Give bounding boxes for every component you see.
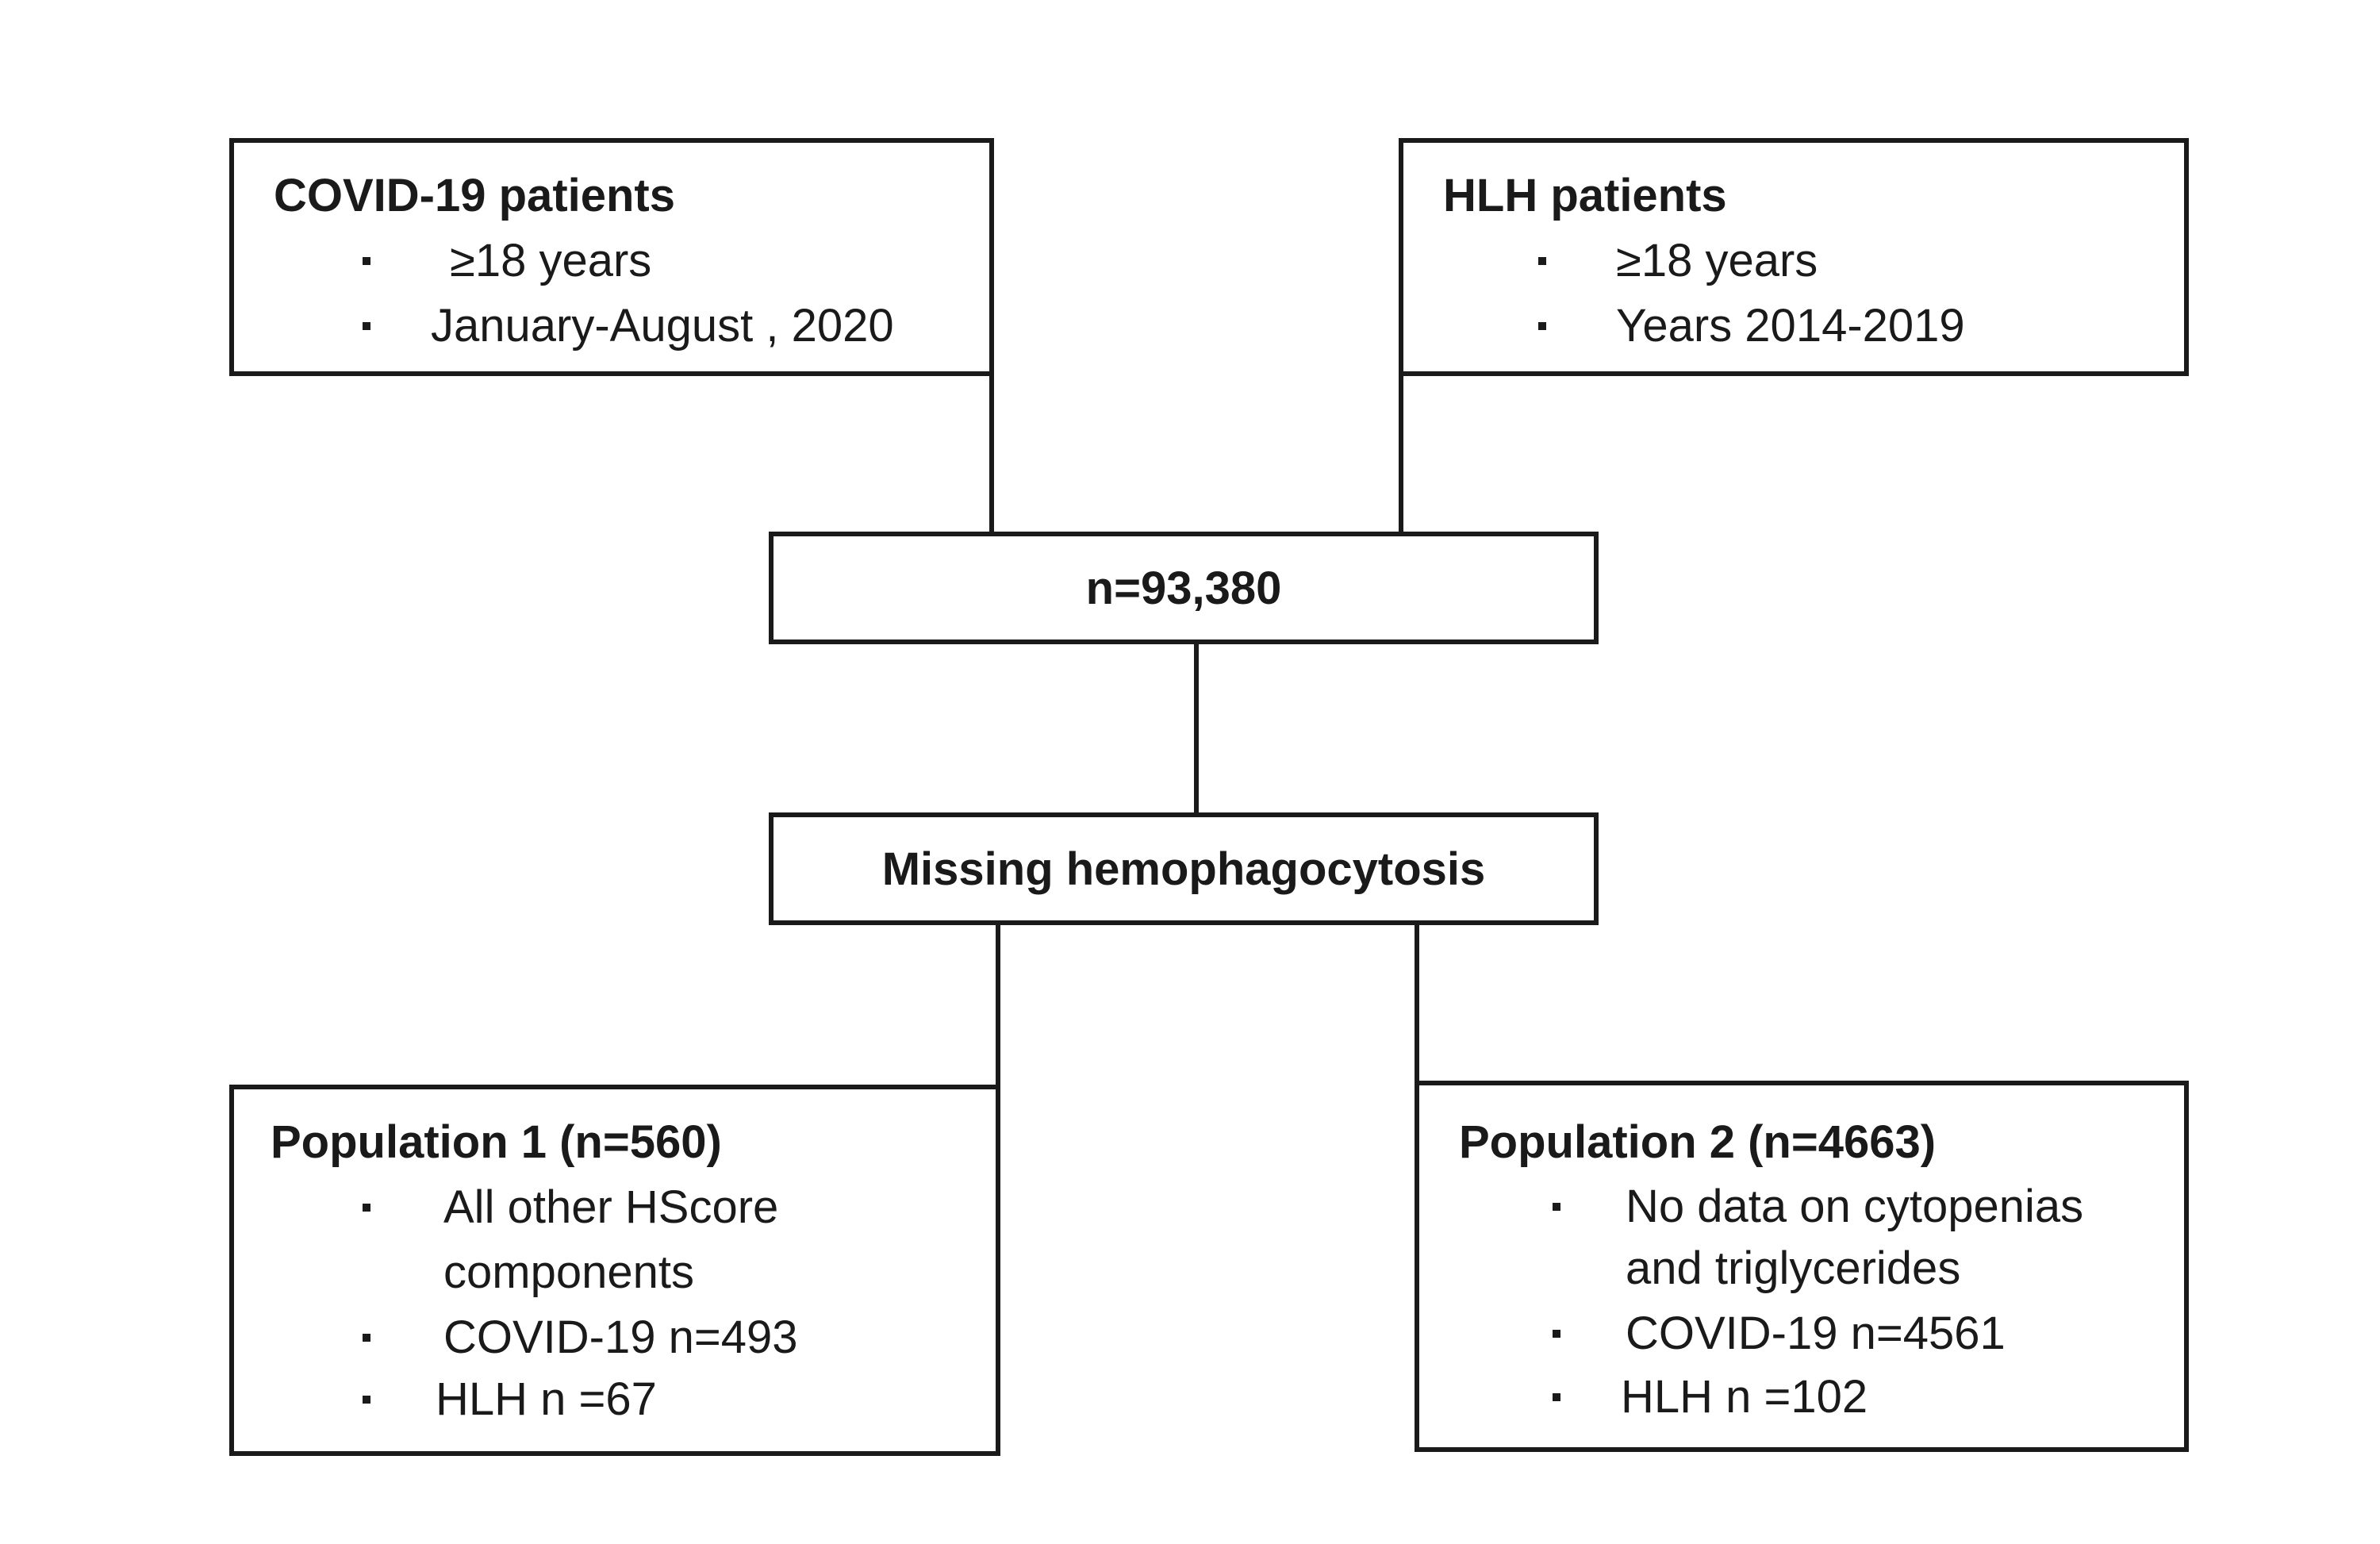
hlh-criterion-age bbox=[1403, 229, 2184, 294]
connector-missing-to-population2 bbox=[1415, 920, 1419, 1087]
population-2-title: Population 2 (n=4663) bbox=[1459, 1116, 1937, 1168]
missing-hemophagocytosis-label: Missing hemophagocytosis bbox=[881, 843, 1486, 895]
population-1-box bbox=[229, 1085, 1000, 1456]
hlh-patients-box bbox=[1399, 138, 2189, 376]
covid-patients-title: COVID-19 patients bbox=[274, 170, 675, 221]
bullet-marker bbox=[1538, 322, 1546, 330]
covid-criterion-period bbox=[234, 294, 989, 359]
population-2-criterion-continued bbox=[1419, 1236, 2184, 1301]
population-1-covid-count-text: COVID-19 n=493 bbox=[443, 1312, 798, 1363]
covid-criterion-age-text: ≥18 years bbox=[450, 235, 652, 286]
bullet-marker bbox=[363, 1204, 370, 1212]
population-2-criterion-line1: No data on cytopenias bbox=[1626, 1181, 2084, 1232]
population-2-covid-count bbox=[1419, 1301, 2184, 1366]
population-1-hlh-count-text: HLH n =67 bbox=[436, 1373, 657, 1425]
population-1-criterion-line2: components bbox=[443, 1246, 694, 1298]
population-2-box bbox=[1415, 1081, 2189, 1452]
missing-hemophagocytosis-box bbox=[769, 812, 1599, 925]
population-1-hlh-count bbox=[234, 1367, 996, 1432]
connector-covid-to-total bbox=[989, 373, 994, 536]
hlh-criterion-years-text: Years 2014-2019 bbox=[1616, 300, 1965, 351]
population-2-hlh-count bbox=[1419, 1365, 2184, 1430]
bullet-marker bbox=[363, 257, 370, 265]
bullet-marker bbox=[363, 1334, 370, 1342]
total-population-box bbox=[769, 532, 1599, 644]
bullet-marker bbox=[1538, 257, 1546, 265]
bullet-marker bbox=[1553, 1203, 1560, 1211]
population-1-covid-count bbox=[234, 1305, 996, 1370]
population-2-criterion-line2: and triglycerides bbox=[1626, 1242, 1961, 1294]
bullet-marker bbox=[363, 322, 370, 330]
population-1-criterion-continued bbox=[234, 1240, 996, 1305]
population-2-hlh-count-text: HLH n =102 bbox=[1621, 1371, 1868, 1423]
covid-criterion-period-text: January-August , 2020 bbox=[431, 300, 894, 351]
hlh-patients-title: HLH patients bbox=[1443, 170, 1727, 221]
connector-total-to-missing bbox=[1194, 643, 1199, 817]
bullet-marker bbox=[1553, 1393, 1560, 1401]
population-1-criterion bbox=[234, 1175, 996, 1240]
connector-missing-to-population1 bbox=[996, 920, 1000, 1091]
total-population-label: n=93,380 bbox=[1085, 562, 1282, 614]
bullet-marker bbox=[363, 1396, 370, 1404]
population-2-criterion bbox=[1419, 1174, 2184, 1239]
population-1-criterion-line1: All other HScore bbox=[443, 1181, 779, 1233]
population-1-title: Population 1 (n=560) bbox=[271, 1116, 722, 1168]
hlh-criterion-years bbox=[1403, 294, 2184, 359]
covid-criterion-age bbox=[234, 229, 989, 294]
connector-hlh-to-total bbox=[1399, 373, 1403, 536]
population-2-covid-count-text: COVID-19 n=4561 bbox=[1626, 1308, 2006, 1359]
hlh-criterion-age-text: ≥18 years bbox=[1616, 235, 1818, 286]
bullet-marker bbox=[1553, 1330, 1560, 1338]
covid-patients-box bbox=[229, 138, 994, 376]
